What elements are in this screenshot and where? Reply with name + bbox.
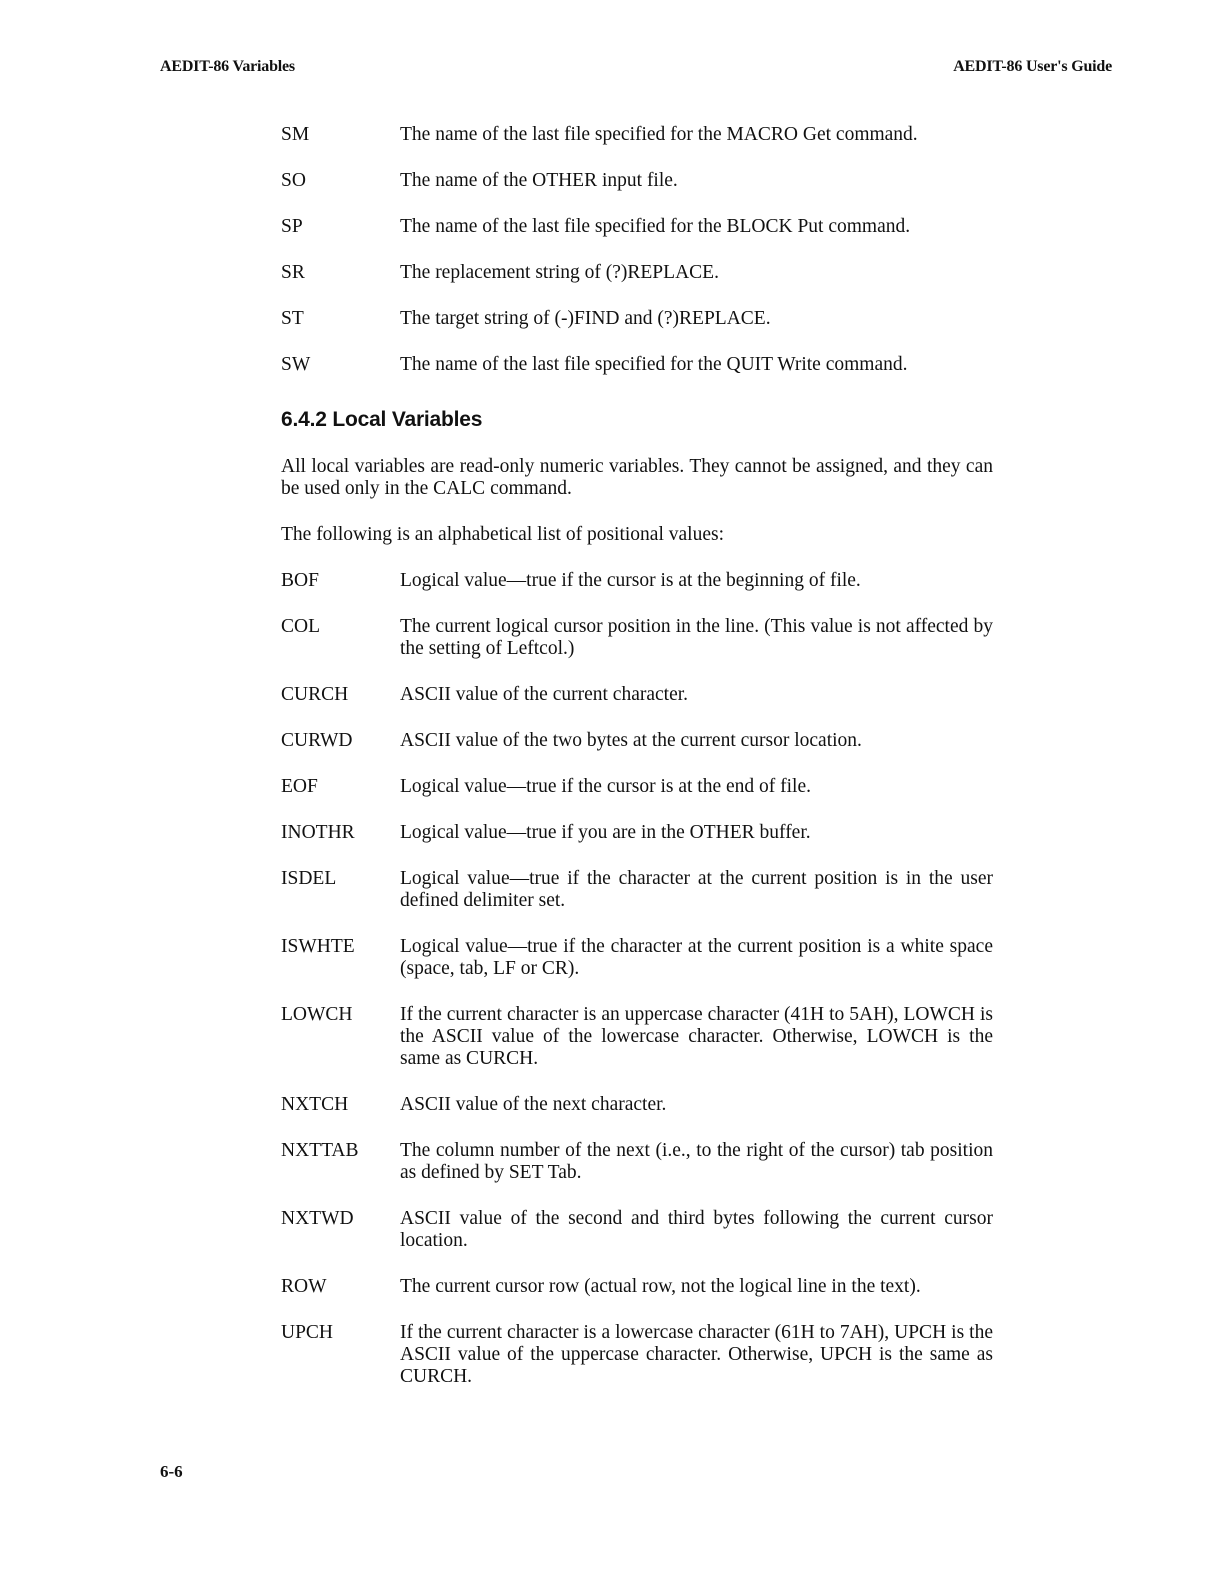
variable-name: SR (281, 262, 305, 283)
variable-name: NXTTAB (281, 1140, 359, 1161)
variable-name: LOWCH (281, 1004, 353, 1025)
local-variable-list (281, 570, 993, 1388)
variable-description: Logical value—true if you are in the OTHER buffer. (400, 822, 811, 843)
definition-row-sw (281, 354, 993, 376)
variable-description: ASCII value of the next character. (400, 1094, 667, 1115)
variable-name: NXTCH (281, 1094, 349, 1115)
page-body (281, 124, 993, 1412)
variable-name: ISWHTE (281, 936, 355, 957)
definition-row-curch (281, 684, 993, 706)
variable-name: SM (281, 124, 310, 145)
variable-description: ASCII value of the two bytes at the current cursor location. (400, 730, 862, 751)
variable-description: The current logical cursor position in the line. (This value is not affected by the setting of Leftcol.) (400, 616, 993, 659)
definition-row-iswhte (281, 936, 993, 980)
variable-name: SW (281, 354, 311, 375)
page-number: 6-6 (160, 1462, 183, 1481)
variable-description: If the current character is an uppercase character (41H to 5AH), LOWCH is the ASCII value of the lowercase character. Otherwise, LOWCH is the same as CURCH. (400, 1004, 993, 1069)
definition-row-nxttab (281, 1140, 993, 1184)
variable-name: ISDEL (281, 868, 337, 889)
variable-description: ASCII value of the second and third bytes following the current cursor location. (400, 1208, 993, 1251)
variable-name: BOF (281, 570, 319, 591)
variable-description: The name of the last file specified for the MACRO Get command. (400, 124, 918, 145)
definition-row-bof (281, 570, 993, 592)
definition-row-upch (281, 1322, 993, 1388)
definition-row-sm (281, 124, 993, 146)
variable-description: ASCII value of the current character. (400, 684, 689, 705)
variable-description: Logical value—true if the cursor is at the beginning of file. (400, 570, 861, 591)
variable-description: The column number of the next (i.e., to the right of the cursor) tab position as defined by SET Tab. (400, 1140, 993, 1183)
variable-name: NXTWD (281, 1208, 354, 1229)
string-variable-list (281, 124, 993, 376)
variable-description: Logical value—true if the character at the current position is a white space (space, tab, LF or CR). (400, 936, 993, 979)
variable-name: SP (281, 216, 303, 237)
variable-description: Logical value—true if the cursor is at the end of file. (400, 776, 811, 797)
definition-row-curwd (281, 730, 993, 752)
variable-description: The target string of (-)FIND and (?)REPLACE. (400, 308, 771, 329)
variable-description: If the current character is a lowercase character (61H to 7AH), UPCH is the ASCII value of the uppercase character. Otherwise, UPCH is the same as CURCH. (400, 1322, 993, 1387)
definition-row-isdel (281, 868, 993, 912)
running-head-right: AEDIT-86 User's Guide (953, 58, 1112, 75)
definition-row-nxtch (281, 1094, 993, 1116)
variable-name: CURCH (281, 684, 349, 705)
variable-description: The current cursor row (actual row, not the logical line in the text). (400, 1276, 921, 1297)
section-intro-paragraph: All local variables are read-only numeric variables. They cannot be assigned, and they can be used only in the CALC command. (281, 456, 993, 499)
definition-row-st (281, 308, 993, 330)
definition-row-sp (281, 216, 993, 238)
definition-row-inothr (281, 822, 993, 844)
definition-row-col (281, 616, 993, 660)
variable-name: ST (281, 308, 304, 329)
definition-row-nxtwd (281, 1208, 993, 1252)
variable-name: EOF (281, 776, 318, 797)
definition-row-eof (281, 776, 993, 798)
variable-name: UPCH (281, 1322, 334, 1343)
definition-row-sr (281, 262, 993, 284)
variable-name: SO (281, 170, 306, 191)
definition-row-so (281, 170, 993, 192)
list-intro-paragraph: The following is an alphabetical list of positional values: (281, 524, 724, 545)
running-head-left: AEDIT-86 Variables (160, 58, 295, 75)
definition-row-lowch (281, 1004, 993, 1070)
section-heading: 6.4.2 Local Variables (281, 408, 483, 431)
variable-description: Logical value—true if the character at the current position is in the user defined delimiter set. (400, 868, 993, 911)
variable-description: The name of the OTHER input file. (400, 170, 678, 191)
variable-name: ROW (281, 1276, 327, 1297)
variable-description: The name of the last file specified for the BLOCK Put command. (400, 216, 911, 237)
variable-name: CURWD (281, 730, 353, 751)
variable-name: COL (281, 616, 320, 637)
variable-description: The name of the last file specified for the QUIT Write command. (400, 354, 908, 375)
variable-description: The replacement string of (?)REPLACE. (400, 262, 719, 283)
definition-row-row (281, 1276, 993, 1298)
variable-name: INOTHR (281, 822, 355, 843)
